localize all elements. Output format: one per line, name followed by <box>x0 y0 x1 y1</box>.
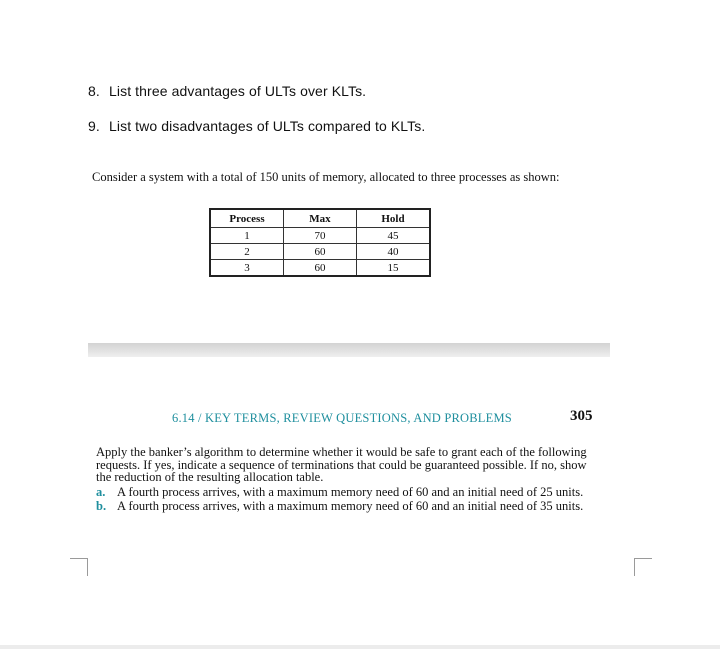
cell-max: 60 <box>284 260 357 277</box>
header-process: Process <box>210 209 284 228</box>
page-number: 305 <box>570 408 593 424</box>
page-corner-left-mark <box>70 558 88 576</box>
problem-text: Apply the banker’s algorithm to determine whether it would be safe to grant each of the following requests. If yes, indicate a sequence of terminations that could be guaranteed possible. If no, show the reduction of the resulting allocation table. <box>96 445 587 484</box>
question-number: 9. <box>88 118 100 134</box>
cell-hold: 40 <box>357 244 431 260</box>
item-text: A fourth process arrives, with a maximum memory need of 60 and an initial need of 35 units. <box>117 499 584 513</box>
item-letter: b. <box>96 499 107 513</box>
table-header-row <box>210 209 430 228</box>
item-letter: a. <box>96 484 106 499</box>
memory-intro-text: Consider a system with a total of 150 units of memory, allocated to three processes as shown: <box>92 170 560 184</box>
table-row <box>210 260 430 277</box>
question-9 <box>88 118 425 134</box>
question-text: List two disadvantages of ULTs compared to KLTs. <box>109 118 426 134</box>
header-hold: Hold <box>357 209 431 228</box>
question-8 <box>88 83 366 99</box>
cell-max: 70 <box>284 228 357 244</box>
cell-process: 3 <box>210 260 284 277</box>
table-row <box>210 244 430 260</box>
allocation-table <box>209 208 431 277</box>
running-head: 6.14 / KEY TERMS, REVIEW QUESTIONS, AND PROBLEMS <box>172 411 512 425</box>
bottom-border <box>0 645 720 649</box>
cell-max: 60 <box>284 244 357 260</box>
problem-item-a <box>96 486 600 499</box>
item-text: A fourth process arrives, with a maximum memory need of 60 and an initial need of 25 units. <box>117 484 584 499</box>
cell-process: 2 <box>210 244 284 260</box>
cell-process: 1 <box>210 228 284 244</box>
page-divider <box>88 343 610 357</box>
page-corner-right-mark <box>634 558 652 576</box>
problem-block <box>96 446 600 513</box>
header-max: Max <box>284 209 357 228</box>
question-number: 8. <box>88 83 100 99</box>
cell-hold: 15 <box>357 260 431 277</box>
cell-hold: 45 <box>357 228 431 244</box>
question-text: List three advantages of ULTs over KLTs. <box>109 83 367 99</box>
problem-item-b <box>96 500 600 513</box>
table-row <box>210 228 430 244</box>
